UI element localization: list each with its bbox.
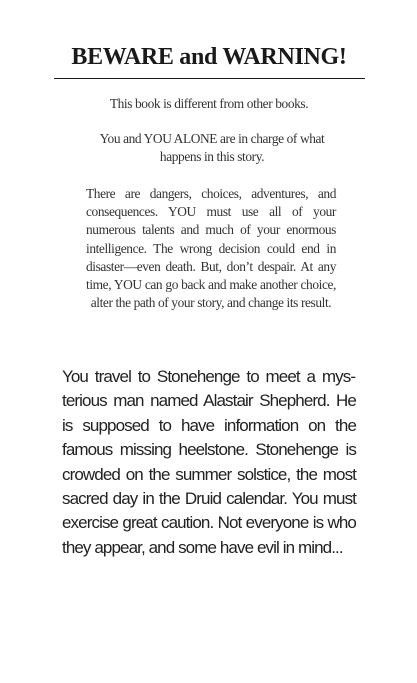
warning-paragraph-1: This book is different from other books. (109, 96, 309, 111)
page-title: BEWARE and WARNING! (71, 44, 347, 70)
title-underline (54, 78, 365, 79)
warning-paragraph-2: You and YOU ALONE are in charge of what happens in this story. (99, 131, 325, 165)
story-intro-paragraph: You travel to Stonehenge to meet a mysterious man named Alastair Shepherd. He is supposed to have information on the famous missing heelstone. Stonehenge is crowded on the summer solstice, the most sacred day in the Druid calendar. You must exercise great caution. Not everyone is who they appear, and some have evil in mind... (62, 367, 356, 557)
warning-paragraph-3: There are dangers, choices, adventures, and consequences. YOU must use all of your numerous talents and much of your enormous intelligence. The wrong decision could end in disaster—even death. But, don’t despair. At any time, YOU can go back and make another choice, alter the path of your story, and change its result. (86, 186, 336, 311)
